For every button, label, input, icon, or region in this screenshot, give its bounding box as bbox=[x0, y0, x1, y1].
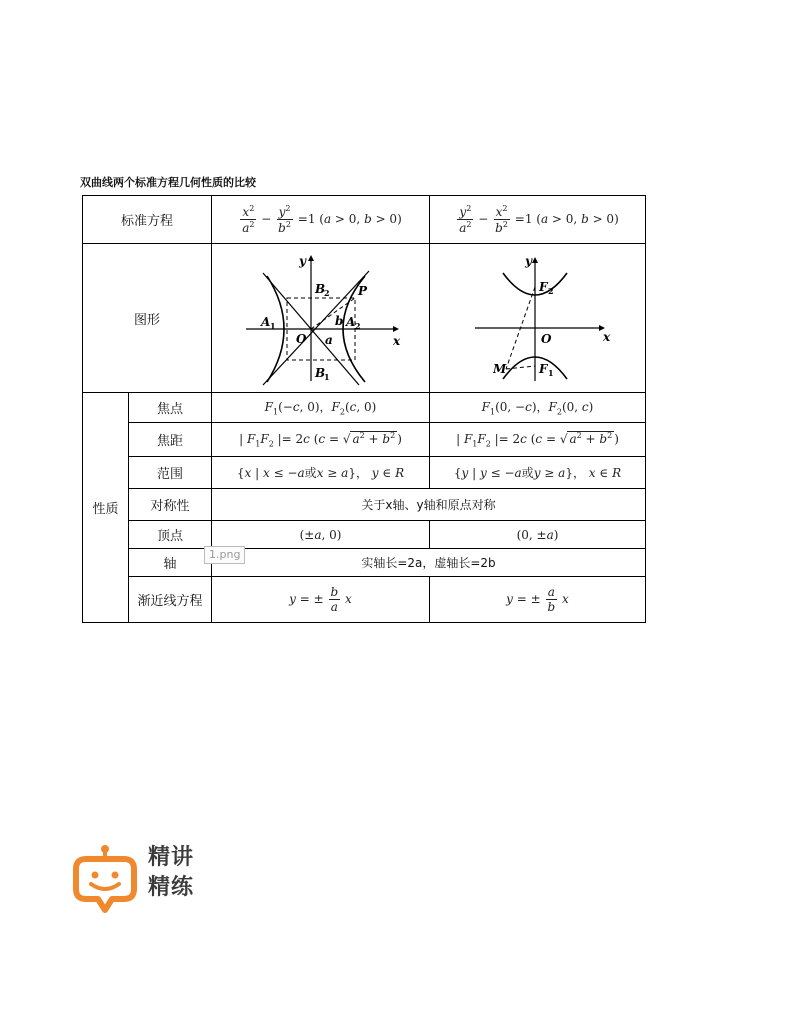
header-range bbox=[128, 456, 212, 489]
vertex-2: (0, ±a) bbox=[516, 527, 559, 542]
fig2-f2-sub: 2 bbox=[547, 285, 554, 296]
range-2: {y | y ≤ −a或y ≥ a}， x ∈ R bbox=[453, 466, 622, 480]
fig1-y-label: y bbox=[298, 253, 306, 268]
figure-cell-2 bbox=[429, 243, 646, 393]
equation-cell-1 bbox=[211, 195, 430, 244]
brand-line-2: 精练 bbox=[148, 875, 195, 900]
fig1-o-label: O bbox=[295, 331, 306, 346]
range-1: {x | x ≤ −a或x ≥ a}， y ∈ R bbox=[236, 466, 405, 480]
header-vertex bbox=[128, 520, 212, 549]
axis-text: 实轴长=2a，虚轴长=2b bbox=[361, 556, 496, 570]
focal-distance-2: | $F_1F_2$ |= 2c (c = √ $a^2 + b^2$ ) bbox=[456, 430, 619, 449]
focal-distance-cell-1 bbox=[211, 422, 430, 457]
header-label: 顶点 bbox=[156, 529, 183, 544]
fig2-f1-sub: 1 bbox=[547, 367, 554, 378]
fig1-b-label: b bbox=[334, 313, 343, 328]
broken-image-tag: 1.png bbox=[204, 546, 245, 564]
asymptote-cell-2 bbox=[429, 576, 646, 623]
fig2-m-label: M bbox=[492, 361, 506, 376]
fig1-a2-label: A bbox=[345, 314, 355, 329]
equation-1: $\frac{x^2}{a^2}$ − $\frac{y^2}{b^2}$ =1 (a > 0, b > 0) bbox=[242, 204, 402, 235]
focus-cell-2 bbox=[429, 392, 646, 423]
fig1-x-label: x bbox=[392, 333, 400, 348]
fig2-y-label: y bbox=[524, 253, 532, 268]
fig1-b1-sub: 1 bbox=[323, 371, 330, 382]
header-label: 性质 bbox=[92, 502, 119, 517]
header-label: 图形 bbox=[133, 312, 160, 328]
fig1-a1-sub: 1 bbox=[269, 320, 276, 331]
header-label: 范围 bbox=[156, 467, 183, 482]
header-label: 焦距 bbox=[156, 434, 183, 449]
brand-text bbox=[148, 843, 194, 903]
vertex-1: (±a, 0) bbox=[299, 527, 342, 542]
hyperbola-y-figure bbox=[463, 251, 613, 386]
fig2-x-label: x bbox=[602, 329, 610, 344]
fig2-o-label: O bbox=[540, 331, 551, 346]
fig1-a-label: a bbox=[324, 332, 333, 347]
focus-cell-1 bbox=[211, 392, 430, 423]
header-focus bbox=[128, 392, 212, 423]
focus-1: $F_1(-c$, 0)，$F_2(c$, 0) bbox=[264, 400, 377, 417]
header-symmetry bbox=[128, 488, 212, 521]
comparison-table bbox=[82, 195, 646, 623]
range-cell-1 bbox=[211, 456, 430, 489]
fig1-b2-label: B bbox=[314, 281, 325, 296]
fig1-p-label: P bbox=[357, 283, 367, 298]
focal-distance-cell-2 bbox=[429, 422, 646, 457]
header-figure bbox=[82, 243, 212, 393]
header-axis bbox=[128, 548, 212, 577]
vertex-cell-1 bbox=[211, 520, 430, 549]
robot-logo-icon bbox=[72, 843, 138, 913]
header-label: 渐近线方程 bbox=[137, 594, 203, 609]
symmetry-cell bbox=[211, 488, 646, 521]
equation-cell-2 bbox=[429, 195, 646, 244]
header-focal-distance bbox=[128, 422, 212, 457]
symmetry-text: 关于x轴、y轴和原点对称 bbox=[361, 498, 496, 512]
axis-cell bbox=[211, 548, 646, 577]
focus-2: $F_1(0$, −c)，$F_2(0$, c) bbox=[481, 400, 594, 417]
range-cell-2 bbox=[429, 456, 646, 489]
header-label: 轴 bbox=[163, 557, 177, 572]
header-label: 对称性 bbox=[150, 499, 190, 514]
focal-distance-1: | $F_1F_2$ |= 2c (c = √ $a^2 + b^2$ ) bbox=[239, 430, 402, 449]
fig1-a1-label: A bbox=[260, 314, 270, 329]
asymptote-2: y = ± $\frac{a}{b}$ x bbox=[506, 585, 569, 614]
header-standard-equation bbox=[82, 195, 212, 244]
vertex-cell-2 bbox=[429, 520, 646, 549]
header-label: 焦点 bbox=[156, 402, 183, 417]
fig2-f1-label: F bbox=[538, 361, 548, 376]
hyperbola-x-figure bbox=[241, 251, 401, 386]
asymptote-cell-1 bbox=[211, 576, 430, 623]
header-label: 标准方程 bbox=[120, 214, 173, 229]
fig1-b2-sub: 2 bbox=[323, 287, 330, 298]
figure-cell-1 bbox=[211, 243, 430, 393]
fig1-b1-label: B bbox=[314, 365, 325, 380]
fig2-f2-label: F bbox=[538, 279, 548, 294]
brand-line-1: 精讲 bbox=[148, 845, 195, 870]
doc-title: 双曲线两个标准方程几何性质的比较 bbox=[80, 176, 256, 189]
header-properties bbox=[82, 392, 129, 623]
equation-2: $\frac{y^2}{a^2}$ − $\frac{x^2}{b^2}$ =1 (a > 0, b > 0) bbox=[459, 204, 619, 235]
header-asymptote bbox=[128, 576, 212, 623]
fig1-a2-sub: 2 bbox=[354, 320, 361, 331]
asymptote-1: y = ± $\frac{b}{a}$ x bbox=[289, 585, 352, 614]
